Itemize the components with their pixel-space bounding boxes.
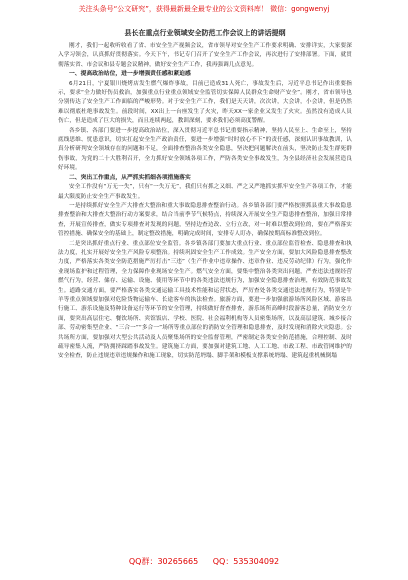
section-heading-2: 二、突出工作重点，从严抓实抓细各项措施落实	[69, 174, 191, 181]
document-title: 县长在重点行业领域安全防范工作会议上的讲话提纲	[124, 29, 286, 37]
document-page	[58, 28, 352, 548]
promo-banner: 关注头条号“公文研究”，获得最新最全最专业的公文资料库！ 微信：gongwenyj	[78, 5, 330, 13]
qq-text: QQ：535304092	[212, 557, 280, 566]
contact-footer	[0, 556, 408, 567]
qq-group-text: QQ群：30265665	[128, 557, 199, 566]
body-paragraph: 安全工作没有“万无一失”，只有“一失万无”，我们只有抓之又细、严之又严地抓实抓牢安全生产各项工作，才能最大限度防止安全生产事故发生。	[58, 184, 352, 200]
section-heading-1: 一、提高政治站位，进一步增强责任感和紧迫感	[69, 71, 191, 78]
intro-paragraph: 刚才，我们一起收听收看了省、市安全生产视频会议，省市领导对安全生产工作要求明确、安排详实，大家要深入学习领会，认真抓好贯彻落实。今天下午，书记专门召开了安全生产工作会议，再次进行了安排部署。下面，就贯彻落实省、市会议和县专题会议精神，做好安全生产工作，我再强调几点意见。	[58, 43, 352, 68]
body-paragraph: 6月21日，宁夏银川烧烤店发生燃气爆炸事故，目前已造成31人死亡，事故发生后，习近平总书记作出重要指示，要求“全力做好伤员救治，加强重点行业重点领域安全监管切实保障人民群众生命财产安全”。刚才，省市领导也分别传达了安全生产工作面临的严峻形势。对于安全生产工作，我们是天天讲，次次讲，大会讲，小会讲，但是仍然难以彻底杜绝事故发生。前段时间，XX出上一台座发生了火灾，昨天XX一家企业又发生了火灾。虽然没有造成人员伤亡，但是造成了巨大的损失，而且连续两起，教训深刻，要求我们必须高度警醒。	[58, 80, 352, 125]
body-paragraph: 二是突出抓好重点行业、重点部位安全监管。各乡镇各部门要加大重点行业、重点部位监管检查、隐患排查和执法力度，扎实开展好安全生产风险专项整治。持续巩固安全生产工作成效。生产安全方面，要加大风险隐患排查整改力度，严格落实各类安全防范措施严厉打击“三违”（生产作业中违章操作、违章作业、违反劳动纪律）行为，强化作业现场监护和过程管理，全力保障作业现场安全生产。燃气安全方面，要集中整治各类突出问题，严查违法违规经营燃气行为，经营、储存、运输、设施、使用等环节中的各类违法违规行为，加强安全隐患排查治理，有效防范事故发生。道路交通方面，要严格落实各类交通运输工具技术性能和运营状态，严厉查处各类交通违法违规行为，特别是牛羊等重点领域要加强对危险货物运输车、长途客车的执法检查。旅游方面，要进一步加强旅游场所风险区域、游客出行施工、游乐设施及特种设备运行等环节的安全管理，持续做好督查排查，游乐场所高峰时段游客总量，消防安全方面，要突出高层住宅、餐饮场所、宾馆饭店、学校、医院、社会福利机构等人员密集场所，以及高层建筑、城乡接合部、劳动密集型企业、“三合一”“多合一”场所等重点部位的消防安全管理和隐患排查，及时发现和消除火灾隐患。公共场所方面，要加强对大型公共活动及人员聚集场所的安全监督管理，严密制定各类安全防范措施，合理控制、及时疏导密集人流，严防拥挤踩踏事故发生。建筑施工方面，要加强对建筑工地、人工工地、市政工程、市政管网维护的安全检查，防止违规违章违规操作和施工现象，切实防范坍塌、脚手架和模板支撑系统坍塌、建筑起重机械倒塌	[58, 240, 352, 360]
body-paragraph: 各乡镇、各部门要进一步提高政治站位，深入贯彻习近平总书记重要指示精神，坚持人民至上、生命至上，坚持底线思维、忧患意识，切实扛起安全生产政治责任，要进一步增强“时时放心不下”的责任感，深刻认识事故教训，认真分析研判安全领域存在的问题和不足，全面排查整治各类安全隐患，坚决把问题解决在前头，坚决防止发生群死群伤事故，为党的二十大胜利召开，全力抓好安全领域各项工作，严防各类安全事故发生，为全县经济社会发展营造良好环境。	[58, 127, 352, 172]
body-paragraph: 一是持续抓好安全生产大排查大整治和重大事故隐患排查整治行动。各乡镇各部门要严格按照抓县重大事故隐患排查整治和大排查大整治行动方案要求，结合当前季节气候特点，持续深入开展安全生产隐患排查整治，加强日常排查，开展宣传排查，做实专项排查对发现的问题，坚持边查边改、立行立改，对一时难以整改到位的，要在严格落实管控措施、确保安全的基础上，制定整改措施，明确完成时间，安排专人盯办，确保按期高标准整改到位。	[58, 202, 352, 238]
